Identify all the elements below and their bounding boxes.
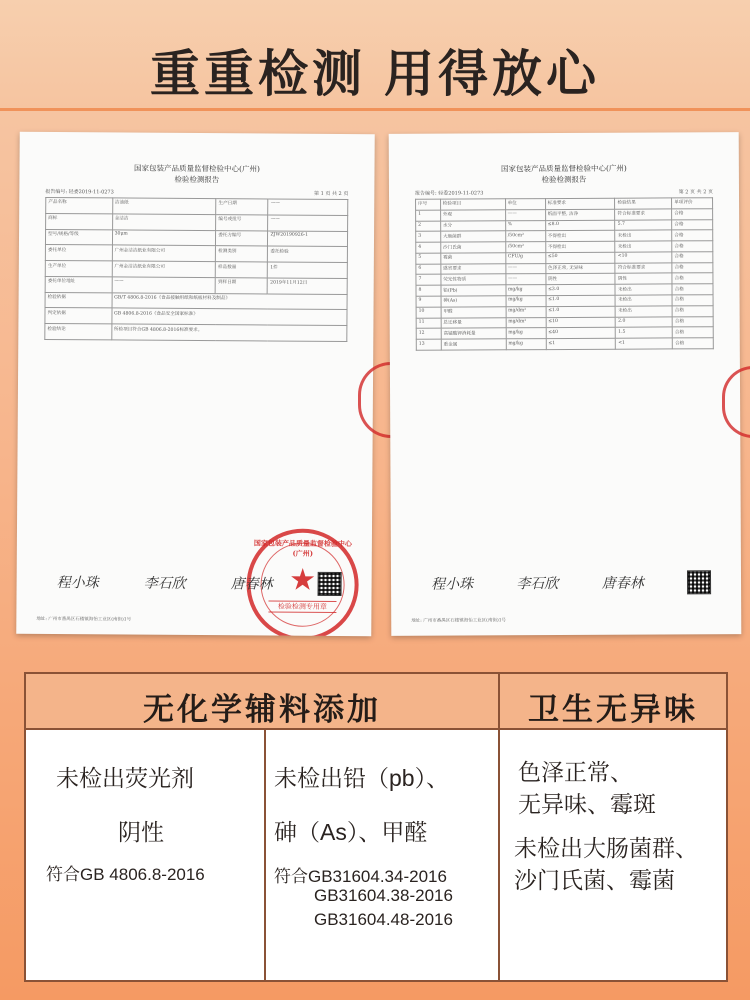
table-cell: 总迁移量 <box>441 317 506 328</box>
table-cell: 符合标准要求 <box>615 209 672 220</box>
table-cell: /50cm² <box>505 231 545 242</box>
table-cell: 2019年11月12日 <box>268 278 348 294</box>
table-cell: 纸面平整, 洁净 <box>545 209 615 220</box>
table-cell: 阴性 <box>615 273 672 284</box>
table-cell: —— <box>112 277 216 294</box>
table-cell: 高锰酸钾消耗量 <box>441 328 506 339</box>
hygiene-line-2: 无异味、霉斑 <box>518 791 656 817</box>
table-cell: 合格 <box>672 241 713 252</box>
table-cell: 符合标准要求 <box>615 263 672 274</box>
table-cell: 甲醛 <box>441 307 506 318</box>
table-cell: 11 <box>416 318 441 329</box>
signature-row <box>57 570 342 596</box>
table-cell: 水分 <box>440 220 505 231</box>
report-info-table <box>44 197 348 342</box>
table-cell: 合格 <box>672 284 713 295</box>
table-cell: ≤3.0 <box>546 284 616 295</box>
table-cell: 广州金洁洁纸业有限公司 <box>112 261 216 278</box>
report-org-2: 国家包装产品质量监督检验中心(广州) <box>500 163 627 174</box>
heavy-metals-standard-1: 符合GB31604.34-2016 <box>274 867 447 886</box>
table-cell: —— <box>505 274 545 285</box>
table-header-cell: 序号 <box>416 199 441 210</box>
table-cell: 合格 <box>672 338 713 349</box>
panel-header-hygiene <box>500 674 726 730</box>
table-cell: 30μm <box>112 229 216 246</box>
table-cell: 样品数量 <box>215 262 267 278</box>
report-meta <box>45 188 348 197</box>
table-cell: 未检出 <box>615 295 672 306</box>
table-cell: 2.0 <box>616 317 673 328</box>
report-results-table <box>415 197 714 350</box>
table-header-cell: 检验结果 <box>615 198 672 209</box>
table-cell: GB 4806.8-2016《食品安全国家标准》 <box>111 308 347 325</box>
table-cell: 12 <box>416 329 441 340</box>
table-cell: 委托单位地址 <box>45 276 112 292</box>
table-cell: 检测类别 <box>216 246 268 262</box>
signature-1: 程小珠 <box>431 576 474 593</box>
table-cell: 编号或批号 <box>216 214 268 230</box>
table-cell: 委托单位 <box>45 245 112 261</box>
report-header <box>19 132 374 186</box>
table-cell: —— <box>268 199 348 215</box>
fluorescent-standard: 符合GB 4806.8-2016 <box>46 865 205 884</box>
table-cell: 4 <box>416 242 441 253</box>
table-cell: 金洁洁 <box>112 214 216 231</box>
table-header-cell: 标准要求 <box>545 198 615 209</box>
report-header-2 <box>389 132 739 186</box>
table-cell: 产品名称 <box>46 197 113 213</box>
table-cell: mg/kg <box>506 328 546 339</box>
table-cell: mg/dm² <box>506 306 546 317</box>
stamp-label: 检验检测专用章 <box>268 601 336 613</box>
table-cell: ZJW20190926-1 <box>268 231 348 247</box>
table-cell: 商标 <box>46 213 113 229</box>
table-cell: 重金属 <box>441 339 506 350</box>
stamp-ring-text: 国家包装产品质量监督检验中心(广州) <box>253 538 352 558</box>
table-cell: 广州金洁洁纸业有限公司 <box>112 245 216 262</box>
table-cell: 未检出 <box>616 306 673 317</box>
table-header-cell: 单位 <box>505 199 545 210</box>
table-cell: 阴性 <box>546 274 616 285</box>
table-cell: 2 <box>416 221 441 232</box>
table-cell: ≤1 <box>546 338 616 349</box>
hygiene-line-3: 未检出大肠菌群、 <box>514 835 698 861</box>
table-cell: /50cm² <box>505 242 545 253</box>
table-cell: 判定依据 <box>45 308 112 324</box>
table-cell: 1.5 <box>616 327 673 338</box>
table-cell: 未检出 <box>615 230 672 241</box>
table-cell: 砷(As) <box>441 296 506 307</box>
table-cell: CFU/g <box>505 253 545 264</box>
table-cell: 外观 <box>440 210 505 221</box>
heavy-metals-line-1: 未检出铅（pb）、 <box>274 765 450 791</box>
qr-code-icon <box>318 572 342 596</box>
report-org: 国家包装产品质量监督检验中心(广州) <box>134 163 260 174</box>
panel-column-hygiene <box>500 730 726 980</box>
table-cell: 生产日期 <box>216 199 268 215</box>
table-cell: 合格 <box>672 306 713 317</box>
table-cell: 到样日期 <box>215 278 267 294</box>
table-cell: 合格 <box>672 327 713 338</box>
table-cell: ≤8.0 <box>545 220 615 231</box>
table-cell: 合格 <box>672 230 713 241</box>
fluorescent-result: 阴性 <box>118 819 164 845</box>
signature-row-2 <box>431 570 711 595</box>
table-cell: 合格 <box>672 219 713 230</box>
table-cell: 不得检出 <box>545 241 615 252</box>
table-cell: 5.7 <box>615 220 672 231</box>
summary-panel <box>24 672 728 982</box>
signature-1: 程小珠 <box>56 575 99 592</box>
signature-2: 李石欣 <box>516 576 559 593</box>
table-cell: 检验依据 <box>45 292 112 308</box>
table-cell: GB/T 4806.8-2016《食品接触用纸和纸板材料及制品》 <box>112 293 348 310</box>
table-cell: 沙门氏菌 <box>441 242 506 253</box>
table-cell: 洁油纸 <box>112 198 216 215</box>
table-cell: 不得检出 <box>545 231 615 242</box>
table-cell: <1 <box>616 338 673 349</box>
page-title: 重重检测 用得放心 <box>150 46 600 102</box>
table-cell: 9 <box>416 296 441 307</box>
table-row <box>416 338 713 350</box>
hygiene-line-1: 色泽正常、 <box>518 759 633 785</box>
table-cell: 6 <box>416 264 441 275</box>
table-cell: ≤1.0 <box>546 295 616 306</box>
table-cell: 检验结论 <box>45 324 112 340</box>
table-cell: mg/dm² <box>506 317 546 328</box>
report-page-number-2: 第 2 页 共 2 页 <box>678 189 714 196</box>
report-number: 报告编号: 轻委2019-11-0273 <box>45 188 114 196</box>
heavy-metals-standard-2: GB31604.38-2016 <box>314 886 453 905</box>
banner-divider <box>0 108 750 111</box>
report-page-number: 第 1 页 共 2 页 <box>313 190 349 198</box>
table-cell: —— <box>268 215 348 231</box>
table-cell: 委托方编号 <box>216 230 268 246</box>
report-page-1 <box>16 132 374 636</box>
panel-header-chemical-text: 无化学辅料添加 <box>143 692 381 727</box>
table-cell: 5 <box>416 253 441 264</box>
star-icon: ★ <box>289 562 317 598</box>
table-cell: 8 <box>416 285 441 296</box>
hygiene-line-4: 沙门氏菌、霉菌 <box>514 867 675 893</box>
signature-3: 唐春林 <box>601 575 644 592</box>
panel-header-chemical <box>26 674 500 730</box>
report-page-2 <box>389 132 742 636</box>
heavy-metals-standard-3: GB31604.48-2016 <box>314 910 453 929</box>
table-cell: 感官要求 <box>441 263 506 274</box>
table-cell: 10 <box>416 307 441 318</box>
table-cell: mg/kg <box>506 339 546 350</box>
table-cell: 大肠菌群 <box>440 231 505 242</box>
table-cell: 合格 <box>672 295 713 306</box>
table-row <box>45 324 347 342</box>
table-header-cell: 单项评价 <box>672 198 713 209</box>
table-cell: mg/kg <box>506 285 546 296</box>
table-cell: 1 <box>416 210 441 221</box>
table-cell: mg/kg <box>506 296 546 307</box>
table-header-cell: 检验项目 <box>440 199 505 210</box>
table-cell: 霉菌 <box>441 253 506 264</box>
panel-column-fluorescent <box>26 730 266 980</box>
table-cell: 合格 <box>672 209 713 220</box>
heavy-metals-line-2: 砷（As）、甲醛 <box>274 819 428 845</box>
table-cell: 色泽正常, 无异味 <box>545 263 615 274</box>
table-cell: 合格 <box>672 316 713 327</box>
table-cell: 型号/规格/等级 <box>45 229 112 245</box>
table-cell: 7 <box>416 275 441 286</box>
table-cell: 铅(Pb) <box>441 285 506 296</box>
table-cell: ≤1.0 <box>546 306 616 317</box>
table-cell: 1件 <box>268 262 348 278</box>
panel-header-hygiene-text: 卫生无异味 <box>528 692 698 727</box>
report-doc-type: 检验检测报告 <box>174 174 220 185</box>
table-cell: 生产单位 <box>45 261 112 277</box>
report-number-2: 报告编号: 轻委2019-11-0273 <box>414 190 484 197</box>
report-doc-type-2: 检验检测报告 <box>541 174 587 185</box>
table-cell: —— <box>505 209 545 220</box>
table-cell: 合格 <box>672 262 713 273</box>
table-cell: 所检项目符合GB 4806.8-2016标准要求。 <box>111 324 347 341</box>
table-cell: % <box>505 220 545 231</box>
table-cell: 13 <box>416 339 441 350</box>
table-cell: 合格 <box>672 252 713 263</box>
fluorescent-line: 未检出荧光剂 <box>56 765 194 791</box>
table-cell: 合格 <box>672 273 713 284</box>
panel-column-heavy-metals <box>266 730 500 980</box>
table-cell: ≤10 <box>546 317 616 328</box>
report-meta-2 <box>415 188 713 197</box>
signature-3: 唐春林 <box>230 576 273 593</box>
report-footer-2: 地址: 广州市番禺区石楼镇海怡工业区(南街)1号 <box>411 618 507 624</box>
table-cell: 委托检验 <box>268 246 348 262</box>
table-cell: 未检出 <box>615 241 672 252</box>
signature-2: 李石欣 <box>143 575 186 592</box>
table-cell: ≤40 <box>546 328 616 339</box>
table-cell: 3 <box>416 231 441 242</box>
qr-code-icon <box>687 570 711 594</box>
report-footer: 地址: 广州市番禺区石楼镇海怡工业区(南街)1号 <box>36 616 132 623</box>
table-cell: 荧光性物质 <box>441 274 506 285</box>
table-cell: <10 <box>615 252 672 263</box>
table-cell: ≤50 <box>545 252 615 263</box>
table-cell: —— <box>505 263 545 274</box>
table-cell: 未检出 <box>615 284 672 295</box>
